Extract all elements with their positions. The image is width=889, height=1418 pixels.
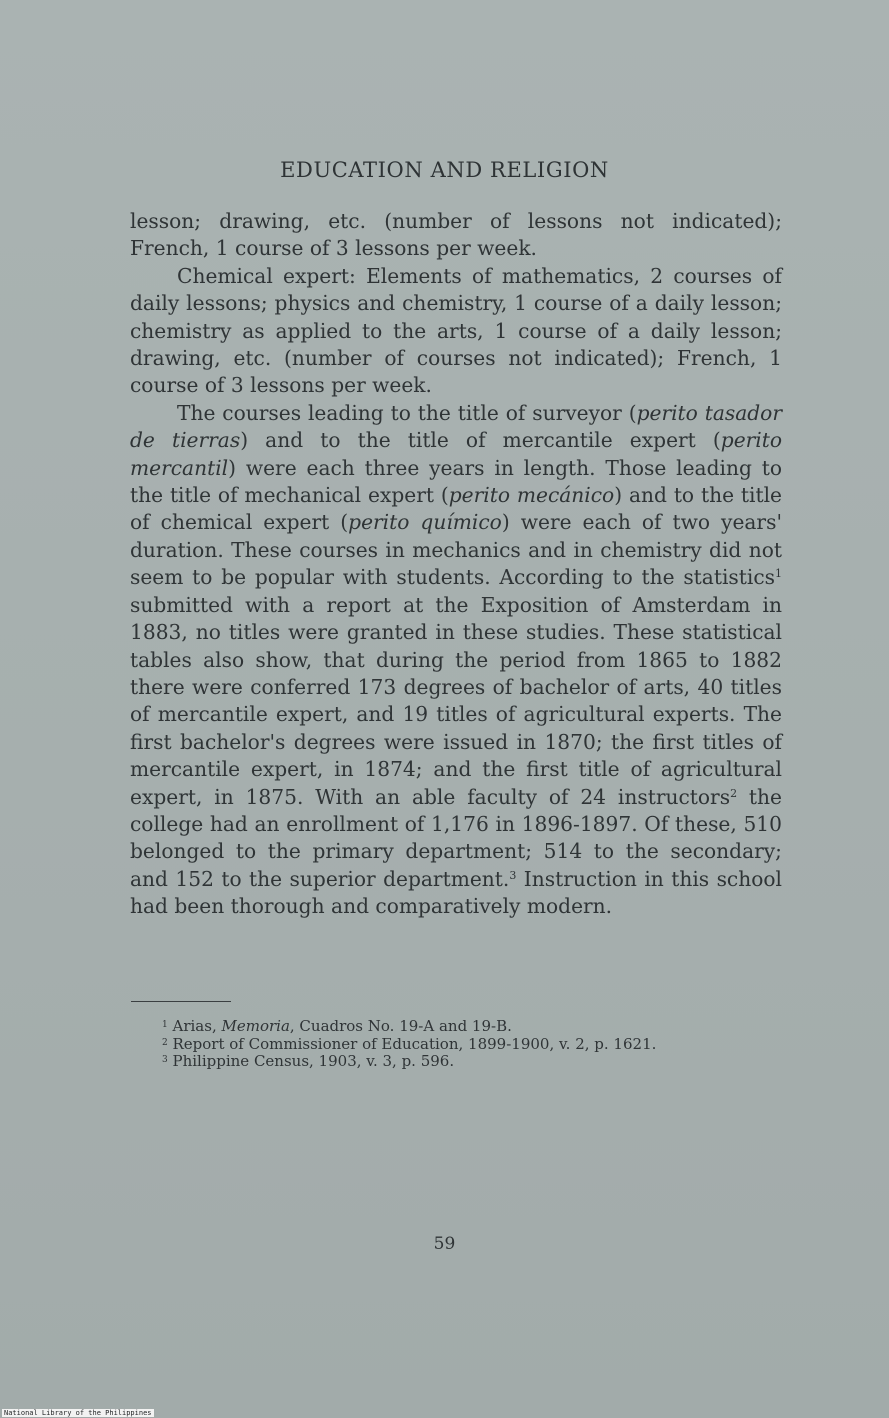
footnote-divider [131,1001,231,1002]
running-head: EDUCATION AND RELIGION [280,158,609,182]
footnote-2: $^2$ Report of Commissioner of Education, 1899-1900, v. 2, p. 1621. [162,1034,657,1053]
footnotes [162,1018,792,1071]
paragraph-1: lesson; drawing, etc. (number of lessons not indicated); French, 1 course of 3 lessons per week. [130,209,782,261]
p3-italic-perito-quimico: perito químico [348,510,502,535]
footnote-1: $^1$ Arias, Memoria, Cuadros No. 19-A and 19-B. [162,1017,512,1035]
paragraph-2: Chemical expert: Elements of mathematics, 2 courses of daily lessons; physics and chemistry, 1 course of a daily lesson; chemistry as applied to the arts, 1 course of a daily lesson; drawing, etc. (number of courses not indicated); French, 1 course of 3 lessons per week. [130,263,782,398]
p3-italic-perito-tasador: perito tasador de tierras [130,400,782,453]
p3-text-7: the college had an enrollment of 1,176 in 1896-1897. Of these, 510 belonged to the primary department; 514 to the secondary; and 152 to the superior department. [130,784,782,891]
page-number: 59 [433,1234,456,1254]
p3-text-1: The courses leading to the title of surveyor ( [177,400,637,425]
footnote-mark: 2 [162,1037,168,1048]
body-text [130,208,782,921]
footnote-mark: 3 [162,1055,168,1066]
p3-text-2: ) and to the title of mercantile expert ( [240,428,721,453]
p3-text-5: ) were each of two years' duration. These courses in mechanics and in chemistry did not seem to be popular with students. According to the statistics [130,510,782,590]
footnote-italic-title: Memoria [221,1017,290,1035]
footnote-ref-1: 1 [775,567,782,581]
library-credit: National Library of the Philippines [4,1409,152,1417]
p3-text-3: ) were each three years in length. Those leading to the title of mechanical expert ( [130,455,782,508]
footnote-ref-3: 3 [509,868,517,882]
footnote-3: $^3$ Philippine Census, 1903, v. 3, p. 596. [162,1052,455,1071]
p3-text-4: ) and to the title of chemical expert ( [130,483,783,535]
footnote-mark: 1 [162,1020,168,1030]
p3-italic-perito-mecanico: perito mecánico [448,483,615,508]
footnote-ref-2: 2 [730,786,738,800]
p3-italic-perito-mercantil: perito mercantil [130,428,783,480]
p3-text-8: Instruction in this school had been thorough and comparatively modern. [130,866,782,919]
p3-text-6: submitted with a report at the Exposition of Amsterdam in 1883, no titles were granted in these studies. These statistical tables also show, that during the period from 1865 to 1882 there were conferred 173 degrees of bachelor of arts, 40 titles of mercantile expert, and 19 titles of agricultural experts. The first bachelor's degrees were issued in 1870; the first titles of mercantile expert, in 1874; and the first title of agricultural expert, in 1875. With an able faculty of 24 instructors [130,592,782,809]
paragraph-3 [130,400,782,921]
